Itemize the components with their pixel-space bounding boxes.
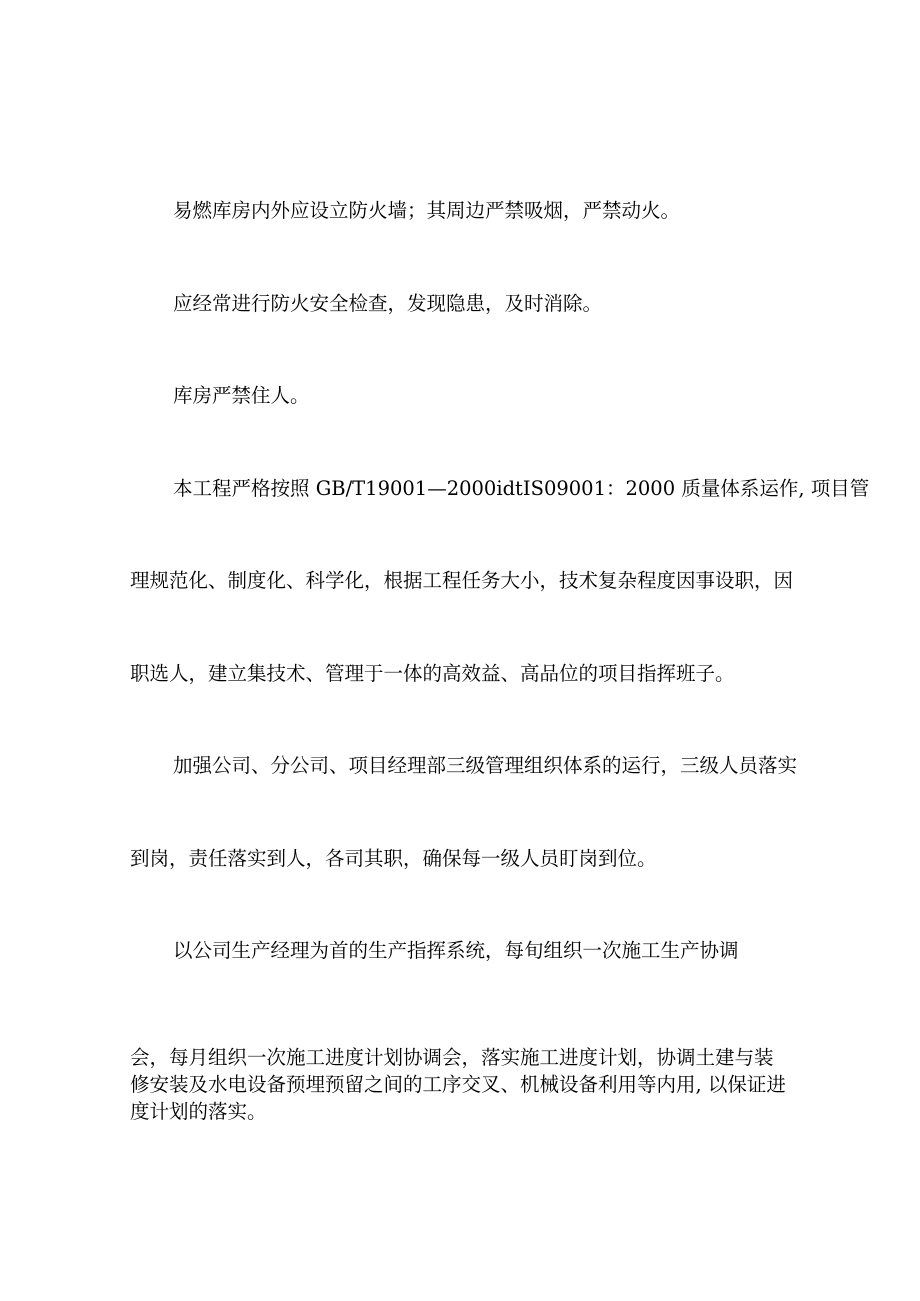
paragraph-line: 修安装及水电设备预埋预留之间的工序交叉、机械设备利用等内用, 以保证进	[130, 1073, 786, 1096]
paragraph-line: 会，每月组织一次施工进度计划协调会，落实施工进度计划，协调土建与装	[130, 1046, 774, 1069]
paragraph-line: 以公司生产经理为首的生产指挥系统，每旬组织一次施工生产协调	[173, 939, 739, 962]
paragraph-line: 到岗，责任落实到人，各司其职，确保每一级人员盯岗到位。	[130, 847, 657, 870]
paragraph-line: 职选人，建立集技术、管理于一体的高效益、高品位的项目指挥班子。	[130, 662, 735, 685]
paragraph-line: 理规范化、制度化、科学化，根据工程任务大小，技术复杂程度因事设职，因	[130, 569, 794, 592]
paragraph-line: 库房严禁住人。	[173, 384, 310, 407]
paragraph-line: 易燃库房内外应设立防火墙；其周边严禁吸烟，严禁动火。	[173, 199, 681, 222]
paragraph-line: 度计划的落实。	[130, 1100, 267, 1123]
paragraph-line: 本工程严格按照 GB/T19001—2000idtIS09001：2000 质量体系运作, 项目管	[173, 477, 870, 500]
paragraph-line: 加强公司、分公司、项目经理部三级管理组织体系的运行，三级人员落实	[173, 754, 798, 777]
paragraph-line: 应经常进行防火安全检查，发现隐患，及时消除。	[173, 292, 603, 315]
